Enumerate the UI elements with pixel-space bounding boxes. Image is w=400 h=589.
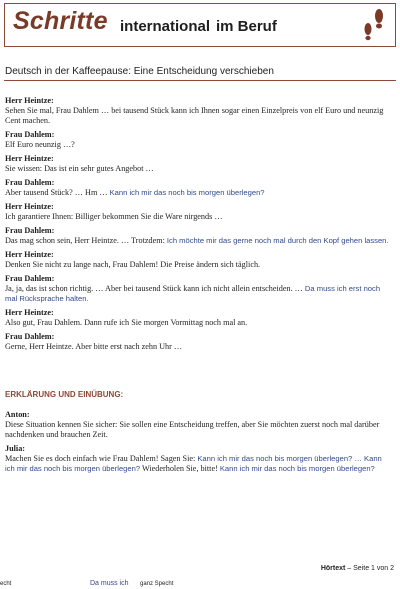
speaker-name: Herr Heintze:	[5, 250, 54, 259]
explanation-transcript	[5, 410, 393, 478]
speaker-name: Herr Heintze:	[5, 96, 54, 105]
dialog-turn	[5, 410, 393, 440]
highlighted-phrase: Kann ich mir das noch bis morgen überlegen?	[109, 188, 265, 197]
dialog-turn	[5, 202, 393, 222]
speech-text: Aber tausend Stück? … Hm …	[5, 188, 110, 197]
dialog-turn	[5, 154, 393, 174]
speech-text: Sehen Sie mal, Frau Dahlem … bei tausend Stück kann ich Ihnen sogar einen Einzelpreis von elf Euro und neunzig Cent machen.	[5, 106, 384, 125]
speech-text: Das mag schon sein, Herr Heintze. … Trotzdem:	[5, 236, 167, 245]
highlighted-phrase: Ich möchte mir das gerne noch mal durch den Kopf gehen lassen.	[166, 236, 389, 245]
speaker-name: Herr Heintze:	[5, 154, 54, 163]
speech-text: Ich garantiere Ihnen: Billiger bekommen Sie die Ware nirgends …	[5, 212, 223, 221]
speech-text: Machen Sie es doch einfach wie Frau Dahlem! Sagen Sie:	[5, 454, 198, 463]
speech-text: Sie wissen: Das ist ein sehr gutes Angebot …	[5, 164, 154, 173]
speaker-name: Anton:	[5, 410, 30, 419]
cutoff-fragment-right: ganz Specht	[140, 581, 174, 587]
footer-label: Hörtext	[320, 565, 346, 572]
speaker-name: Frau Dahlem:	[5, 130, 55, 139]
dialog-turn	[5, 250, 393, 270]
speech-text: Elf Euro neunzig …?	[5, 140, 75, 149]
brand-international: international	[120, 18, 211, 35]
page-footer	[321, 565, 394, 572]
speech-text: Wiederholen Sie, bitte!	[140, 464, 220, 473]
speech-text: Also gut, Frau Dahlem. Dann rufe ich Sie morgen Vormittag noch mal an.	[5, 318, 248, 327]
speech-text: Diese Situation kennen Sie sicher: Sie sollen eine Entscheidung treffen, aber Sie möchten zuerst noch mal darüber nachdenken und brauchen Zeit.	[5, 420, 380, 439]
speaker-name: Herr Heintze:	[5, 308, 54, 317]
dialog-turn	[5, 308, 393, 328]
speech-text: Ja, ja, das ist schon richtig. … Aber bei tausend Stück kann ich nicht allein entscheiden. …	[5, 284, 305, 293]
dialog-turn	[5, 130, 393, 150]
speaker-name: Herr Heintze:	[5, 202, 54, 211]
highlighted-phrase: Kann ich mir das noch bis morgen überlegen?	[5, 454, 382, 473]
brand-schritte: Schritte	[13, 7, 108, 35]
speaker-name: Frau Dahlem:	[5, 178, 55, 187]
dialog-transcript	[5, 96, 393, 356]
highlighted-phrase: Da muss ich erst noch mal Rücksprache halten.	[5, 284, 381, 303]
dialog-turn	[5, 444, 393, 474]
dialog-turn	[5, 96, 393, 126]
highlighted-phrase: Kann ich mir das noch bis morgen überlegen?	[219, 464, 375, 473]
dialog-turn	[5, 178, 393, 198]
dialog-turn	[5, 274, 393, 304]
page-title: Deutsch in der Kaffeepause: Eine Entscheidung verschieben	[5, 66, 274, 77]
title-divider	[4, 80, 396, 81]
speaker-name: Frau Dahlem:	[5, 226, 55, 235]
cutoff-fragment-blue: Da muss ich	[90, 580, 129, 587]
brand-im-beruf: im Beruf	[216, 18, 277, 35]
highlighted-phrase: Kann ich mir das noch bis morgen überlegen? …	[197, 454, 362, 463]
dialog-turn	[5, 332, 393, 352]
speaker-name: Frau Dahlem:	[5, 332, 55, 341]
dialog-turn	[5, 226, 393, 246]
speech-text: Denken Sie nicht zu lange nach, Frau Dahlem! Die Preise ändern sich täglich.	[5, 260, 261, 269]
cutoff-fragment-left: echt	[0, 581, 12, 587]
speaker-name: Frau Dahlem:	[5, 274, 55, 283]
footprints-icon	[359, 7, 389, 43]
speaker-name: Julia:	[5, 444, 26, 453]
section-title: ERKLÄRUNG UND EINÜBUNG:	[5, 390, 124, 399]
speech-text: Gerne, Herr Heintze. Aber bitte erst nach zehn Uhr …	[5, 342, 183, 351]
footer-page-number: – Seite 1 von 2	[347, 565, 394, 572]
header-banner	[4, 3, 396, 47]
